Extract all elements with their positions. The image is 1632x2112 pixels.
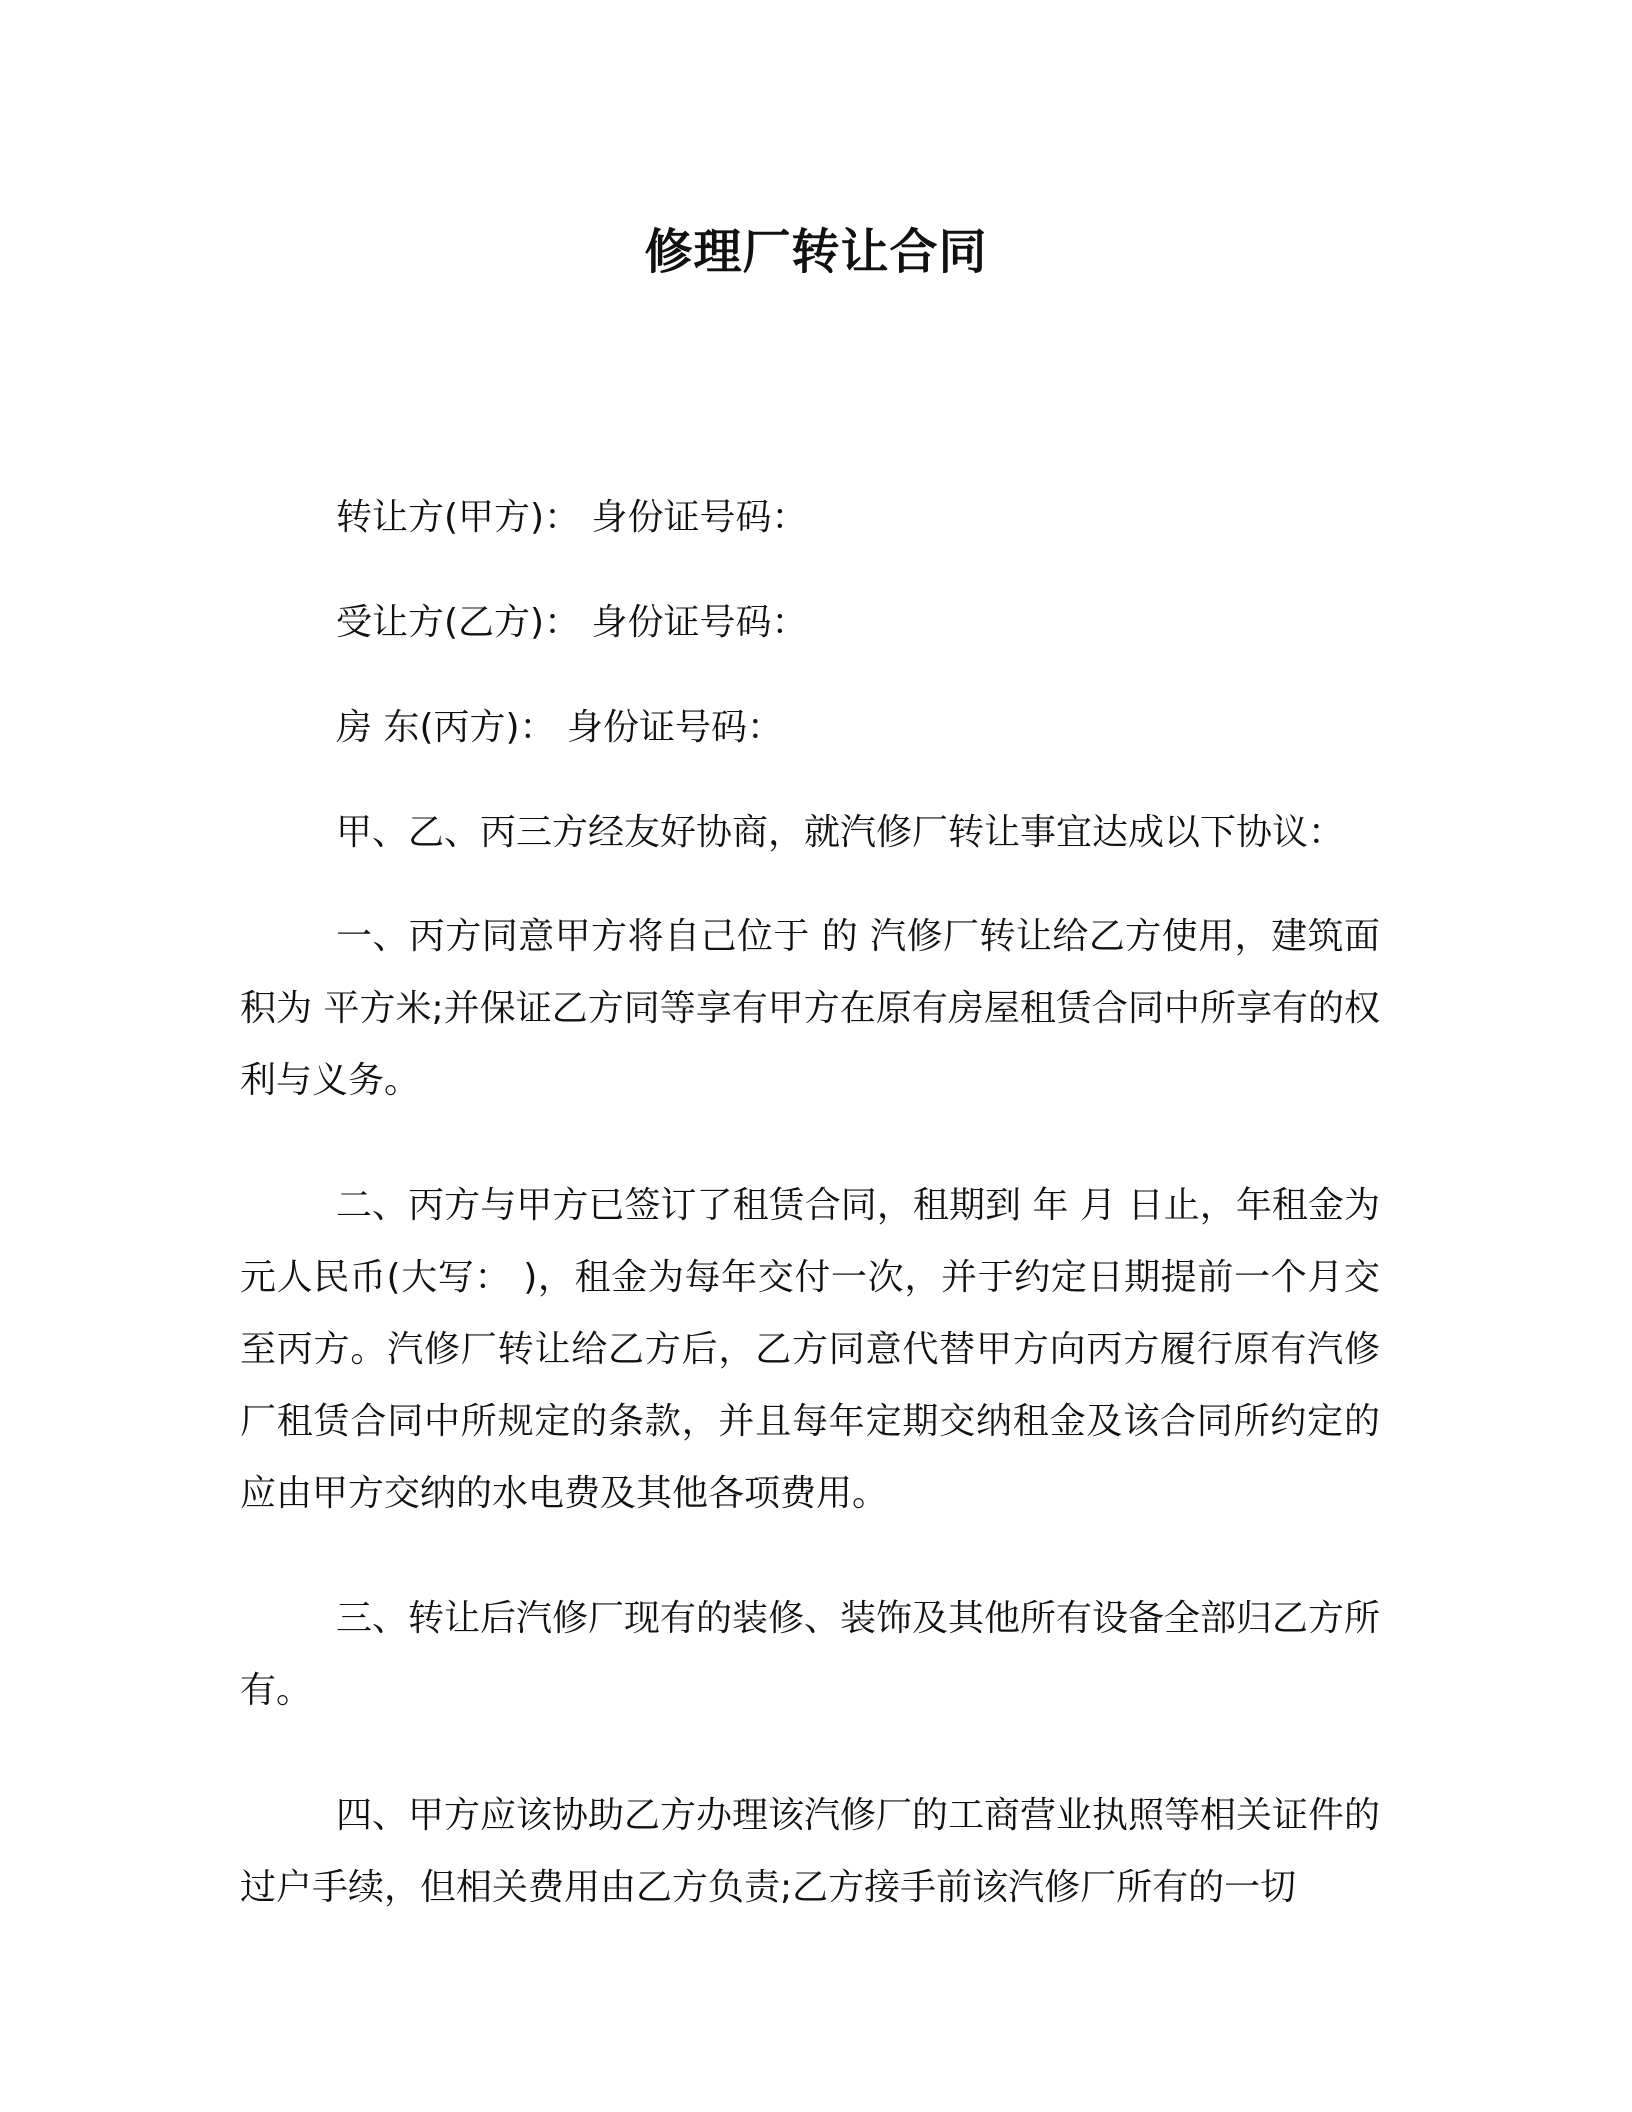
clause-3: 三、转让后汽修厂现有的装修、装饰及其他所有设备全部归乙方所有。: [240, 1598, 1381, 1711]
clause-2: 二、丙方与甲方已签订了租赁合同，租期到 年 月 日止，年租金为 元人民币(大写： )，租金为每年交付一次，并于约定日期提前一个月交至丙方。汽修厂转让给乙方后，乙方同意代替甲方向丙方履行原有汽修厂租赁合同中所规定的条款，并且每年定期交纳租金及该合同所约定的应由甲方交纳的水电费及其他各项费用。: [240, 1185, 1380, 1514]
document-title: 修理厂转让合同: [644, 224, 988, 280]
agreement-intro: 甲、乙、丙三方经友好协商，就汽修厂转让事宜达成以下协议：: [336, 812, 1345, 853]
document-body: [240, 482, 1380, 1977]
party-landlord-line: 房 东(丙方)： 身份证号码：: [336, 707, 783, 748]
party-transferee-line: 受让方(乙方)： 身份证号码：: [336, 602, 808, 643]
party-transferor-line: 转让方(甲方)： 身份证号码：: [336, 497, 808, 538]
clause-1: 一、丙方同意甲方将自己位于 的 汽修厂转让给乙方使用，建筑面积为 平方米;并保证乙方同等享有甲方在原有房屋租赁合同中所享有的权利与义务。: [240, 916, 1380, 1101]
clause-4: 四、甲方应该协助乙方办理该汽修厂的工商营业执照等相关证件的过户手续，但相关费用由乙方负责;乙方接手前该汽修厂所有的一切: [240, 1795, 1381, 1908]
